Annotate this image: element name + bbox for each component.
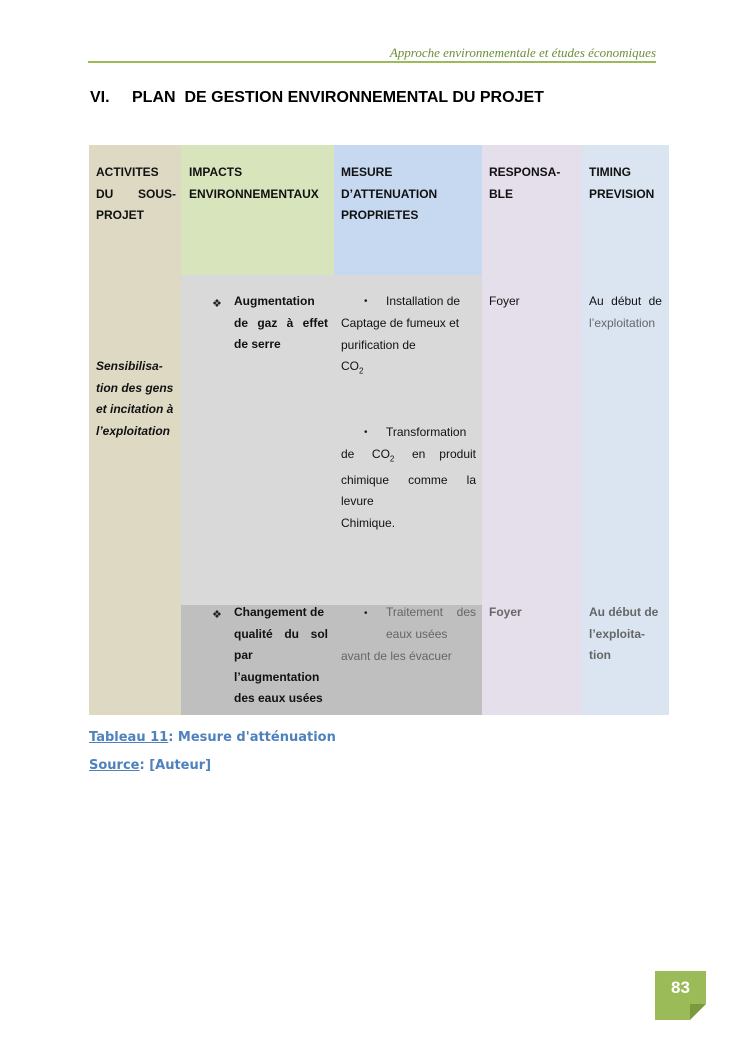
- row1-measure1-first: Installation de: [386, 294, 461, 308]
- row2-measure-first: Traitement des eaux usées: [386, 605, 476, 641]
- row1-measure2-first: Transformation: [386, 425, 467, 439]
- running-header: Approche environnementale et études économiques: [88, 44, 656, 63]
- source-caption: Source: [Auteur]: [89, 758, 212, 773]
- section-heading: PLAN DE GESTION ENVIRONNEMENTAL DU PROJET: [132, 89, 544, 106]
- column-responsible-bg: [482, 145, 582, 715]
- row1-measure2-rest: de $CO_2$ en produit chimique comme la levure Chimique.: [341, 447, 476, 530]
- header-measures: MESURE D’ATTENUATION PROPRIETES: [341, 165, 438, 222]
- header-timing: TIMING PREVISION: [589, 165, 655, 201]
- activity-text: Sensibilisa- tion des gens et incitation à l’exploitation: [96, 359, 174, 438]
- bullet-icon: •: [364, 427, 368, 438]
- row2-responsible: Foyer: [489, 605, 522, 619]
- bullet-icon: •: [364, 296, 368, 307]
- page-number: 83: [655, 971, 706, 1020]
- row1-measure1-rest: Captage de fumeux et purification de $CO_2$: [341, 316, 460, 376]
- row2-timing: Au début de l’exploita- tion: [589, 605, 659, 662]
- row1-impact: Augmentation de gaz à effet de serre: [234, 294, 328, 351]
- header-activities: ACTIVITES DU SOUS- PROJET: [96, 165, 176, 222]
- bullet-icon: •: [364, 608, 368, 619]
- section-title: [90, 89, 544, 107]
- header-impacts: IMPACTS ENVIRONNEMENTAUX: [189, 165, 319, 201]
- section-number: VI.: [90, 89, 110, 106]
- table-caption: Tableau 11: Mesure d'atténuation: [89, 730, 336, 745]
- page-corner-fold-icon: [690, 1004, 706, 1020]
- header-responsible: RESPONSA- BLE: [489, 165, 561, 201]
- row2-measure-rest: avant de les évacuer: [341, 649, 452, 663]
- row1-responsible: Foyer: [489, 294, 520, 308]
- diamond-bullet-icon: ❖: [212, 298, 222, 310]
- row2-impact: Changement de qualité du sol par l’augmentation des eaux usées: [234, 605, 328, 705]
- row1-timing: Au début de l’exploitation: [589, 294, 662, 330]
- diamond-bullet-icon: ❖: [212, 609, 222, 621]
